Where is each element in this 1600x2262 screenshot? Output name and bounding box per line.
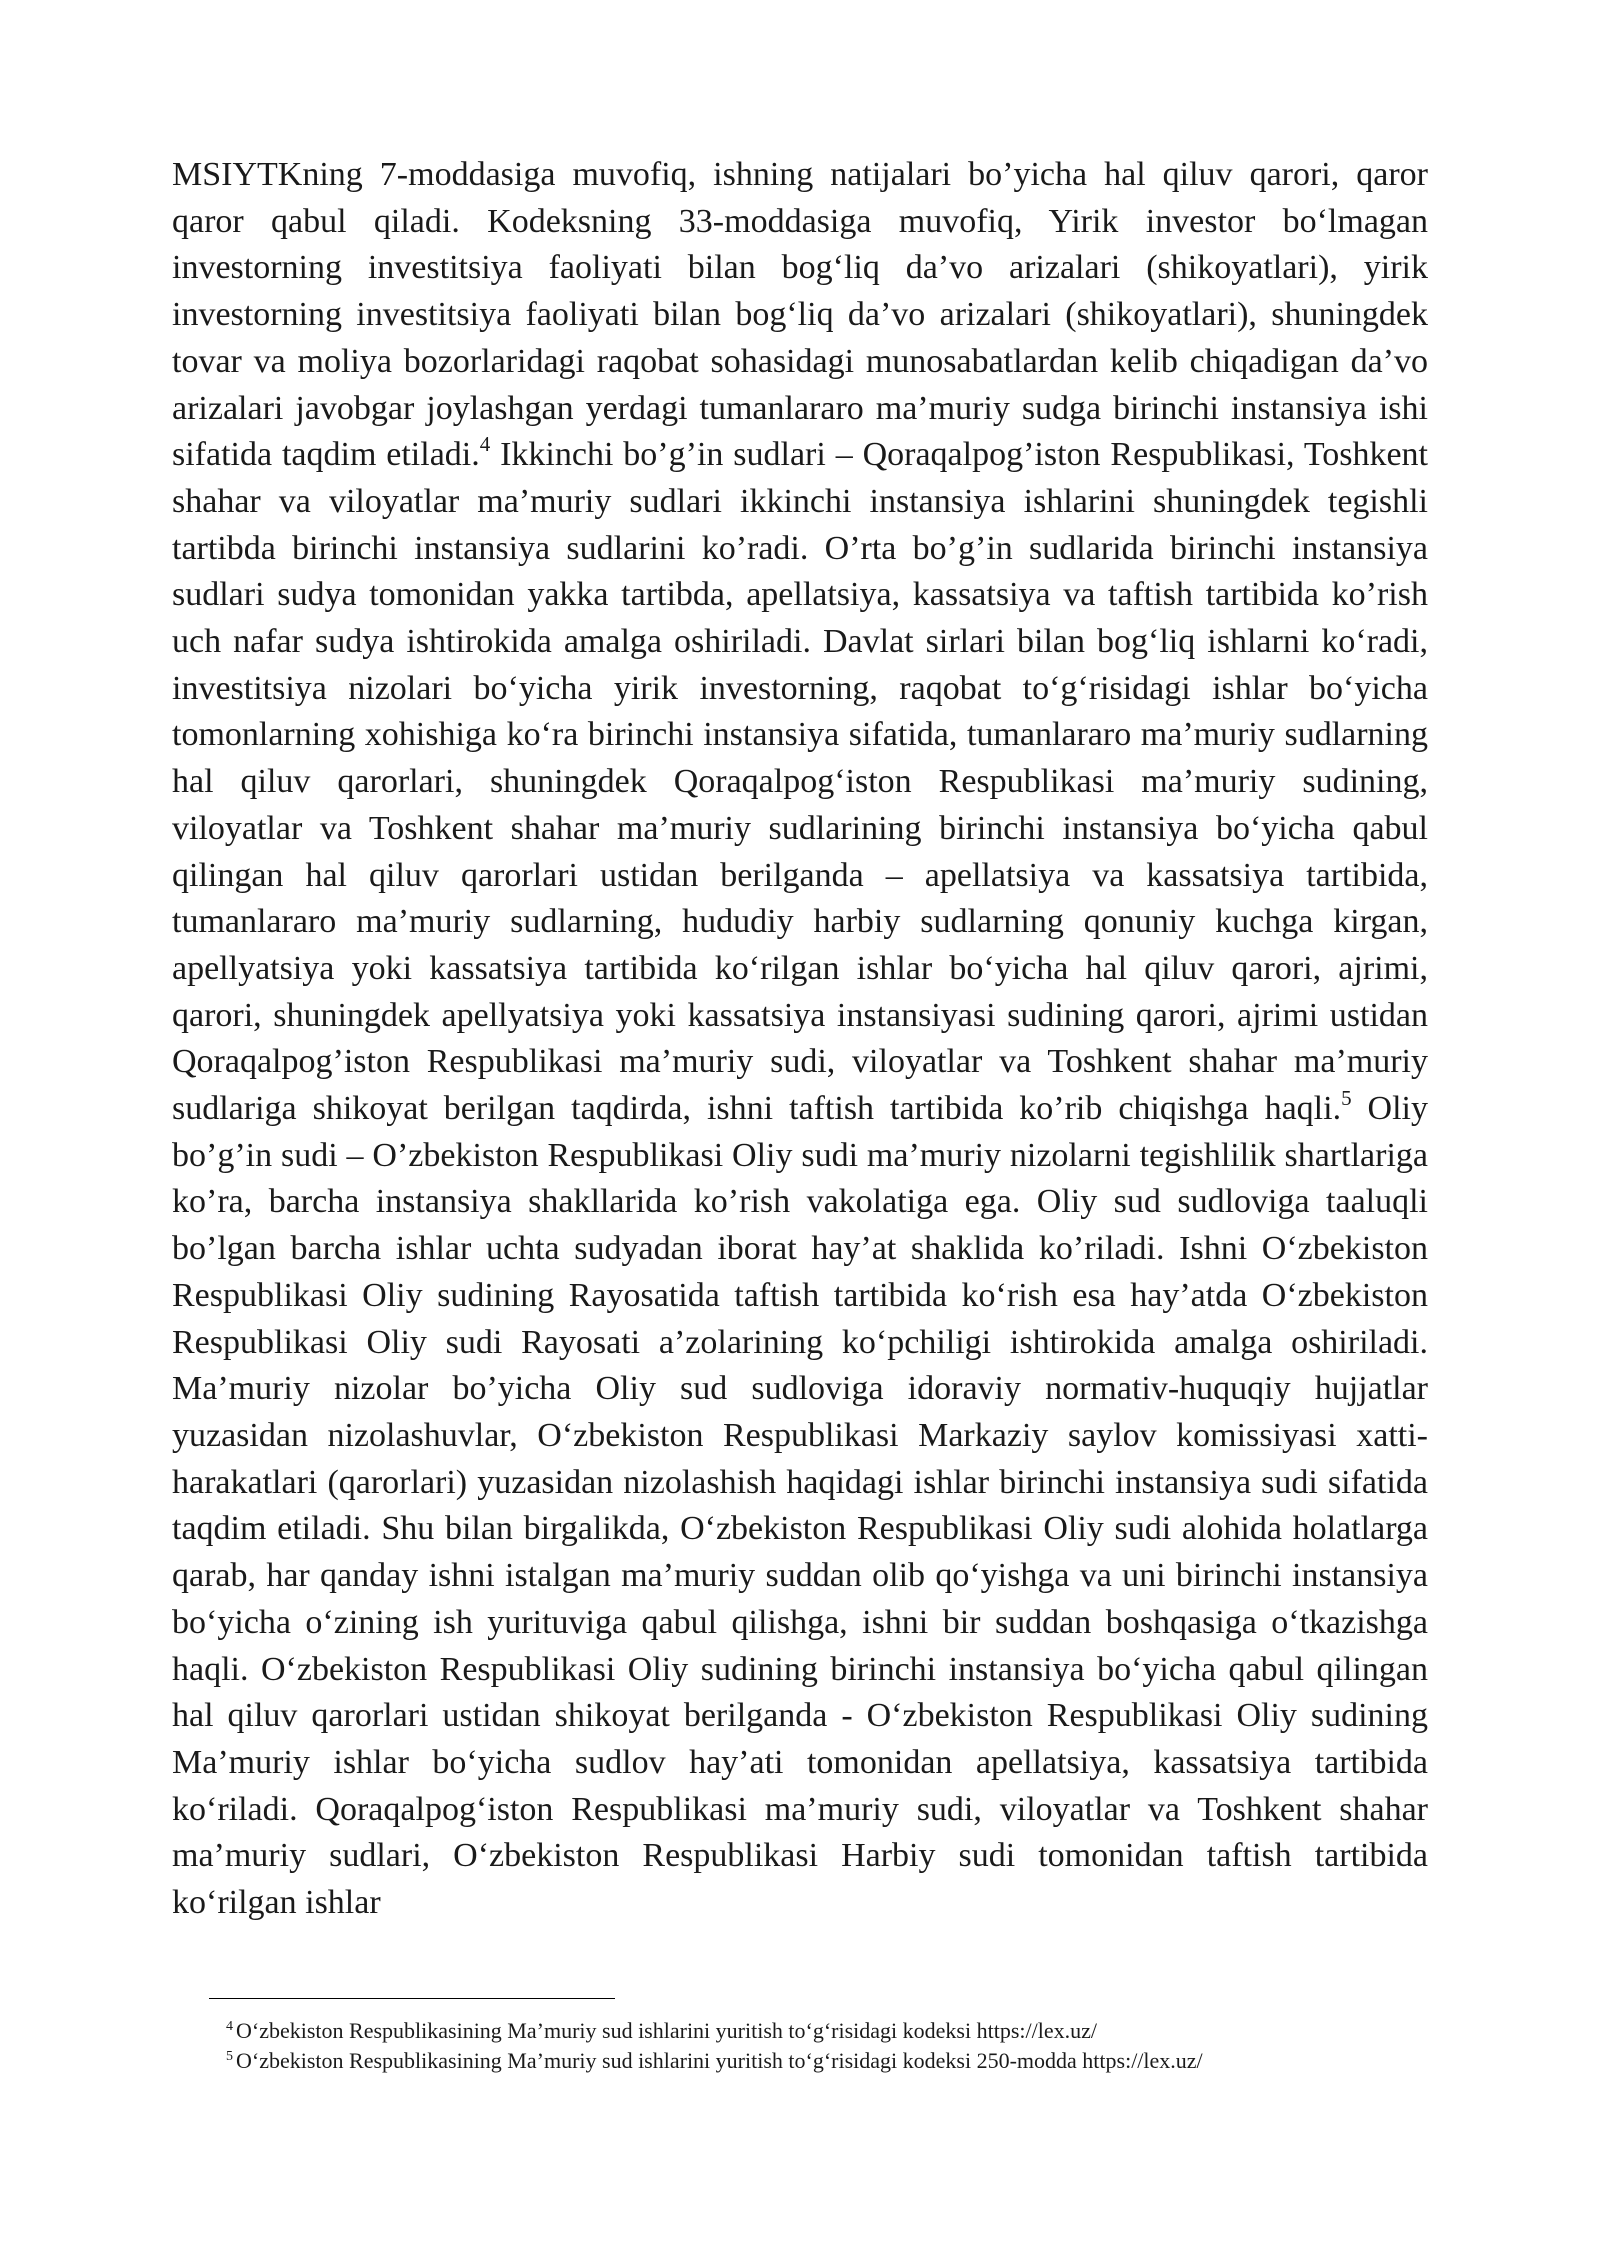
footnote-reference-5[interactable]: 5 — [1341, 1086, 1352, 1111]
footnote-mark: 4 — [226, 2019, 233, 2034]
footnote-reference-4[interactable]: 4 — [479, 432, 491, 457]
footnote-mark: 5 — [226, 2049, 233, 2064]
footnote-4 — [226, 2016, 1426, 2046]
body-text-part-3: Oliy bo’g’in sudi – O’zbekiston Respublikasi Oliy sudi ma’muriy nizolarni tegishlilik shartlariga ko’ra, barcha instansiya shakllarida ko’rish vakolatiga ega. Oliy sud sudloviga taaluqli bo’lgan barcha ishlar uchta sudyadan iborat hay’at shaklida ko’riladi. Ishni O‘zbekiston Respublikasi Oliy sudining Rayosatida taftish tartibida ko‘rish esa hay’atda O‘zbekiston Respublikasi Oliy sudi Rayosati a’zolarining ko‘pchiligi ishtirokida amalga oshiriladi. Ma’muriy nizolar bo’yicha Oliy sud sudloviga idoraviy normativ-huquqiy hujjatlar yuzasidan nizolashuvlar, O‘zbekiston Respublikasi Markaziy saylov komissiyasi xatti-harakatlari (qarorlari) yuzasidan nizolashish haqidagi ishlar birinchi instansiya sudi sifatida taqdim etiladi. Shu bilan birgalikda, O‘zbekiston Respublikasi Oliy sudi alohida holatlarga qarab, har qanday ishni istalgan ma’muriy suddan olib qo‘yishga va uni birinchi instansiya bo‘yicha o‘zining ish yurituviga qabul qilishga, ishni bir suddan boshqasiga o‘tkazishga haqli. O‘zbekiston Respublikasi Oliy sudining birinchi instansiya bo‘yicha qabul qilingan hal qiluv qarorlari ustidan shikoyat berilganda - O‘zbekiston Respublikasi Oliy sudining Ma’muriy ishlar bo‘yicha sudlov hay’ati tomonidan apellatsiya, kassatsiya tartibida ko‘riladi. Qoraqalpog‘iston Respublikasi ma’muriy sudi, viloyatlar va Toshkent shahar ma’muriy sudlari, O‘zbekiston Respublikasi Harbiy sudi tomonidan taftish tartibida ko‘rilgan ishlar — [172, 1090, 1428, 1922]
body-text-part-2: Ikkinchi bo’g’in sudlari – Qoraqalpog’iston Respublikasi, Toshkent shahar va viloyatlar ma’muriy sudlari ikkinchi instansiya ishlarini shuningdek tegishli tartibda birinchi instansiya sudlarini ko’radi. O’rta bo’g’in sudlarida birinchi instansiya sudlari sudya tomonidan yakka tartibda, apellatsiya, kassatsiya va taftish tartibida ko’rish uch nafar sudya ishtirokida amalga oshiriladi. Davlat sirlari bilan bog‘liq ishlarni ko‘radi, investitsiya nizolari bo‘yicha yirik investorning, raqobat to‘g‘risidagi ishlar bo‘yicha tomonlarning xohishiga ko‘ra birinchi instansiya sifatida, tumanlararo ma’muriy sudlarning hal qiluv qarorlari, shuningdek Qoraqalpog‘iston Respublikasi ma’muriy sudining, viloyatlar va Toshkent shahar ma’muriy sudlarining birinchi instansiya bo‘yicha qabul qilingan hal qiluv qarorlari ustidan berilganda – apellatsiya va kassatsiya tartibida, tumanlararo ma’muriy sudlarning, hududiy harbiy sudlarning qonuniy kuchga kirgan, apellyatsiya yoki kassatsiya tartibida ko‘rilgan ishlar bo‘yicha hal qiluv qarori, ajrimi, qarori, shuningdek apellyatsiya yoki kassatsiya instansiyasi sudining qarori, ajrimi ustidan Qoraqalpog’iston Respublikasi ma’muriy sudi, viloyatlar va Toshkent shahar ma’muriy sudlariga shikoyat berilgan taqdirda, ishni taftish tartibida ko’rib chiqishga haqli. — [172, 436, 1428, 1128]
footnote-text: O‘zbekiston Respublikasining Ma’muriy sud ishlarini yuritish to‘g‘risidagi kodeksi 250-modda https://lex.uz/ — [236, 2048, 1203, 2073]
footnote-text: O‘zbekiston Respublikasining Ma’muriy sud ishlarini yuritish to‘g‘risidagi kodeksi https://lex.uz/ — [236, 2018, 1097, 2043]
body-paragraph — [172, 152, 1428, 1927]
body-text-part-1: MSIYTKning 7-moddasiga muvofiq, ishning natijalari bo’yicha hal qiluv qarori, qaror qaror qabul qiladi. Kodeksning 33-moddasiga muvofiq, Yirik investor bo‘lmagan investorning investitsiya faoliyati bilan bog‘liq da’vo arizalari (shikoyatlari), yirik investorning investitsiya faoliyati bilan bog‘liq da’vo arizalari (shikoyatlari), shuningdek tovar va moliya bozorlaridagi raqobat sohasidagi munosabatlardan kelib chiqadigan da’vo arizalari javobgar joylashgan yerdagi tumanlararo ma’muriy sudga birinchi instansiya ishi sifatida taqdim etiladi. — [172, 156, 1428, 474]
footnote-5 — [226, 2046, 1426, 2076]
footnote-separator — [209, 1998, 615, 1999]
body-text — [172, 152, 1428, 1927]
footnotes — [226, 2016, 1426, 2076]
